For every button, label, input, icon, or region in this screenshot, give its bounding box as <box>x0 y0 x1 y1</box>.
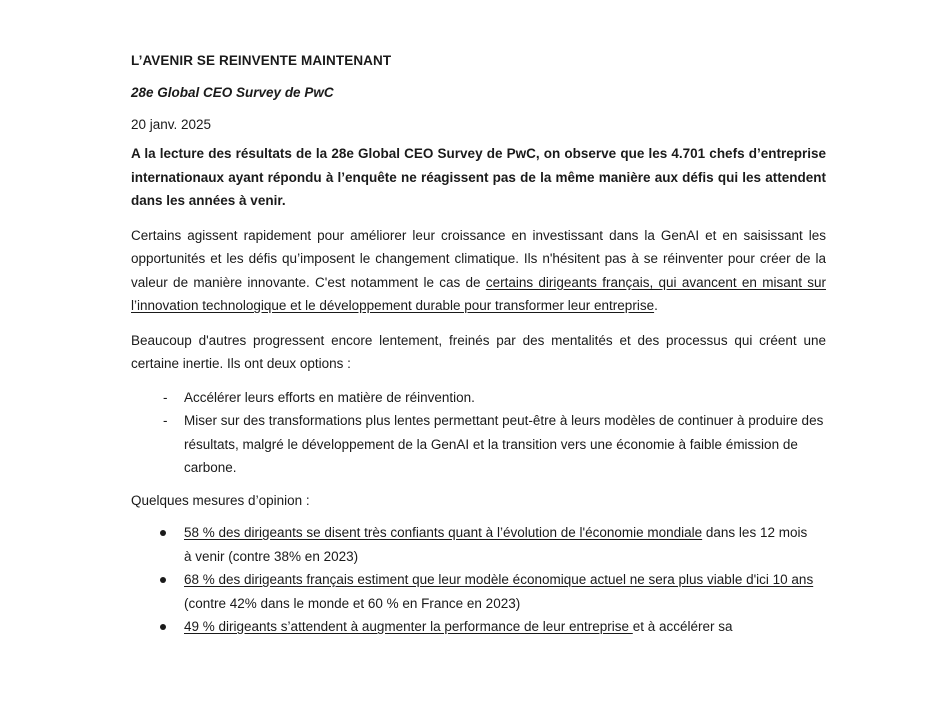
option-text: Accélérer leurs efforts en matière de réinvention. <box>184 389 475 405</box>
paragraph-innovators <box>131 224 826 318</box>
measure-link[interactable]: 68 % des dirigeants français estiment que leur modèle économique actuel ne sera plus viable d'ici 10 ans <box>184 572 814 587</box>
measures-list <box>131 521 826 639</box>
paragraph-innovators-text: Certains agissent rapidement pour améliorer leur croissance en investissant dans la GenAI et en saisissant les opportunités et les défis qu’imposent le changement climatique. Ils n'hésitent pas à se réinventer pour créer de la valeur de manière innovante. C'est notamment le cas de <box>131 227 826 290</box>
list-item <box>131 521 826 568</box>
measure-link[interactable]: 49 % dirigeants s’attendent à augmenter la performance de leur entreprise <box>184 619 633 634</box>
measure-link[interactable]: 58 % des dirigeants se disent très confiants quant à l’évolution de l'économie mondiale <box>184 525 703 540</box>
bullet-icon <box>160 577 166 583</box>
lead-paragraph: A la lecture des résultats de la 28e Global CEO Survey de PwC, on observe que les 4.701 chefs d’entreprise internationaux ayant répondu à l’enquête ne réagissent pas de la même manière aux défis qui les attendent dans les années à venir. <box>131 146 826 208</box>
list-item <box>131 615 826 639</box>
document-subtitle: 28e Global CEO Survey de PwC <box>131 85 334 100</box>
dash-marker: - <box>163 389 168 405</box>
measure-text: et à accélérer sa <box>632 619 733 634</box>
bullet-icon <box>160 624 166 630</box>
measure-text: (contre 42% dans le monde et 60 % en France en 2023) <box>184 595 521 611</box>
options-list <box>131 386 826 480</box>
french-leaders-link[interactable]: certains dirigeants français, qui avancent en misant sur l’innovation technologique et le développement durable pour transformer leur entreprise <box>131 274 827 313</box>
list-item <box>131 409 826 480</box>
option-text: Miser sur des transformations plus lentes permettant peut-être à leurs modèles de continuer à produire des résultats, malgré le développement de la GenAI et la transition vers une économie à faible émission de carbone. <box>184 413 824 475</box>
publication-date: 20 janv. 2025 <box>131 117 212 132</box>
document-page <box>131 50 826 639</box>
bullet-icon <box>160 530 166 536</box>
dash-marker: - <box>163 413 168 428</box>
paragraph-innovators-end: . <box>654 298 658 313</box>
measure-text: dans les 12 mois à venir (contre 38% en 2023) <box>184 525 808 564</box>
paragraph-slow-movers: Beaucoup d'autres progressent encore lentement, freinés par des mentalités et des processus qui créent une certaine inertie. Ils ont deux options : <box>131 332 826 371</box>
measures-intro: Quelques mesures d’opinion : <box>131 492 310 508</box>
list-item <box>131 386 826 410</box>
list-item <box>131 568 826 615</box>
document-title: L’AVENIR SE REINVENTE MAINTENANT <box>131 53 392 68</box>
